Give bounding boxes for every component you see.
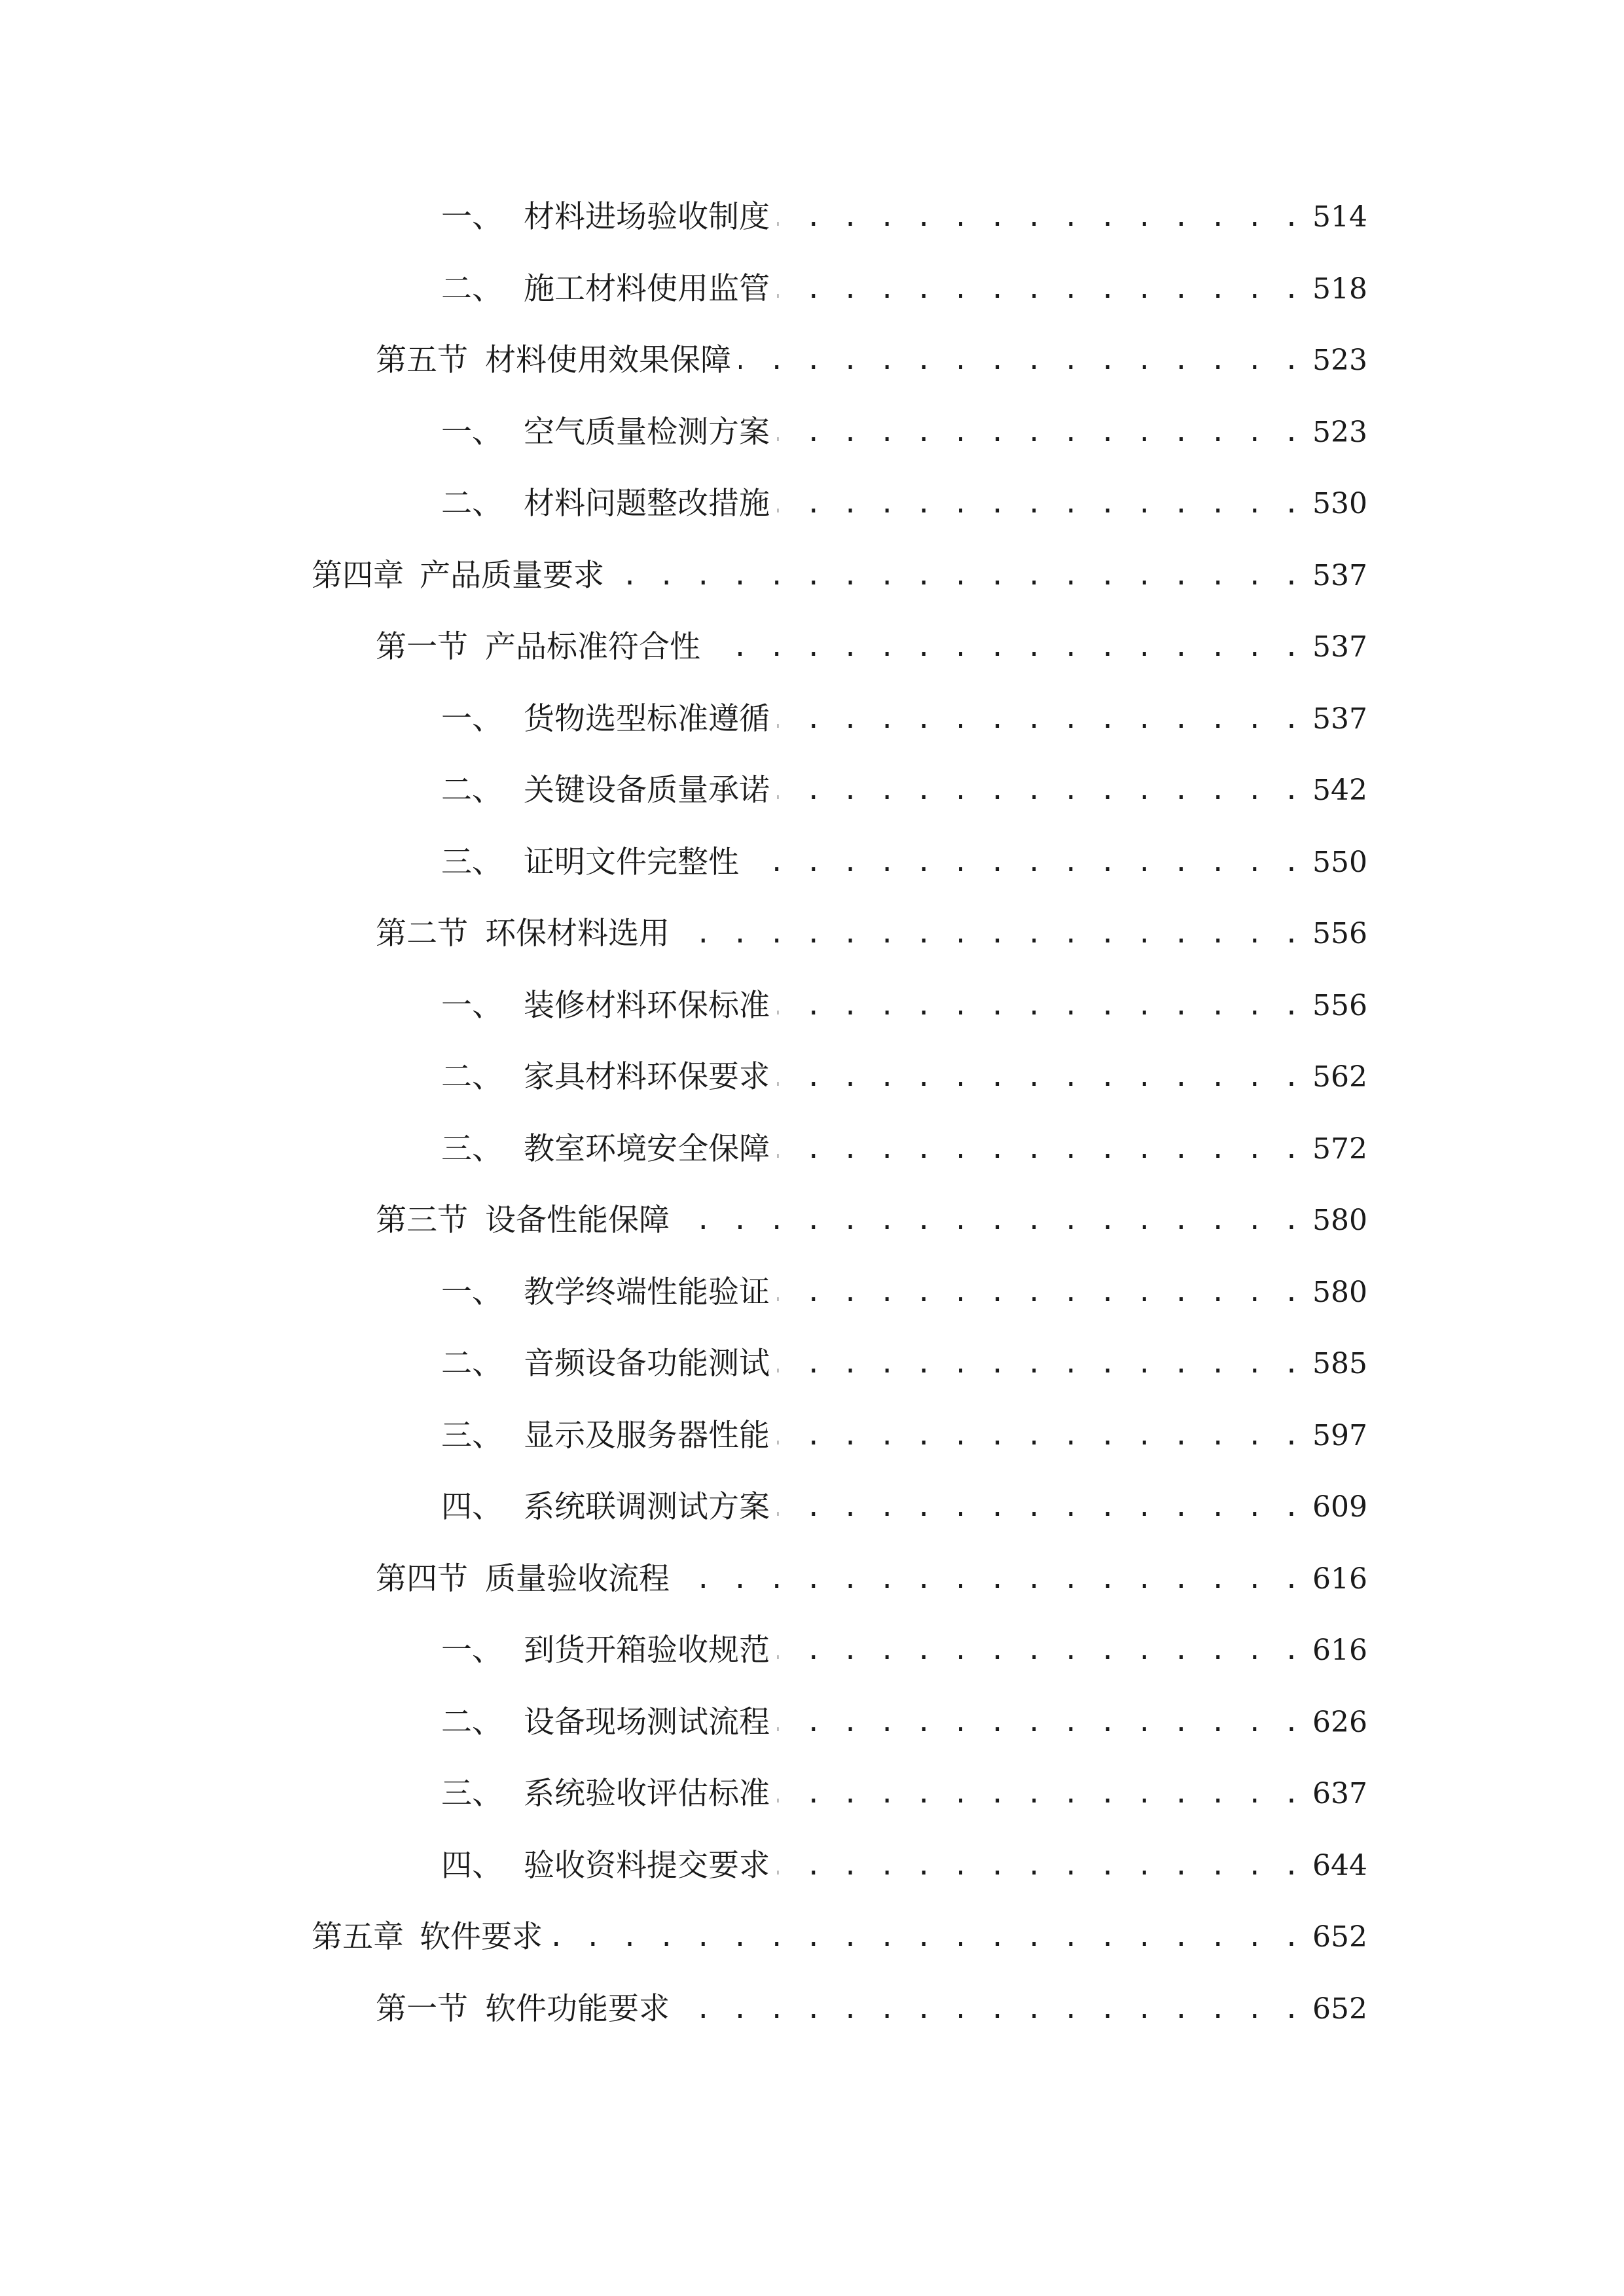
toc-entry[interactable] bbox=[441, 1768, 1367, 1820]
toc-entry[interactable] bbox=[441, 406, 1367, 459]
toc-entry[interactable] bbox=[441, 263, 1367, 315]
toc-entry-page: 644 bbox=[1312, 1849, 1367, 1882]
dot-leader bbox=[747, 836, 1302, 889]
dot-leader bbox=[778, 980, 1302, 1032]
toc-entry[interactable] bbox=[312, 550, 1367, 602]
toc-entry-page: 562 bbox=[1312, 1060, 1367, 1094]
toc-entry-title: 软件功能要求 bbox=[485, 1991, 670, 2027]
toc-entry[interactable] bbox=[441, 1481, 1367, 1534]
dot-leader bbox=[739, 334, 1302, 387]
toc-entry-title: 验收资料提交要求 bbox=[524, 1848, 770, 1884]
toc-entry-title: 关键设备质量承诺 bbox=[524, 772, 770, 808]
toc-entry[interactable] bbox=[441, 191, 1367, 243]
toc-entry-title: 教学终端性能验证 bbox=[524, 1274, 770, 1310]
toc-entry-title: 软件要求 bbox=[420, 1919, 543, 1955]
toc-entry-page: 518 bbox=[1312, 272, 1367, 306]
toc-entry-title: 材料进场验收制度 bbox=[524, 199, 770, 235]
dot-leader bbox=[677, 1983, 1302, 2036]
toc-entry-title: 到货开箱验收规范 bbox=[524, 1632, 770, 1668]
dot-leader bbox=[778, 1410, 1302, 1462]
toc-entry-title: 空气质量检测方案 bbox=[524, 414, 770, 450]
dot-leader bbox=[778, 1768, 1302, 1820]
toc-entry-number: 一、 bbox=[441, 1274, 503, 1310]
dot-leader bbox=[778, 1840, 1302, 1892]
dot-leader bbox=[778, 693, 1302, 745]
toc-entry-page: 530 bbox=[1312, 487, 1367, 520]
dot-leader bbox=[778, 1481, 1302, 1534]
toc-entry-page: 572 bbox=[1312, 1132, 1367, 1166]
toc-entry-title: 音频设备功能测试 bbox=[524, 1346, 770, 1382]
toc-entry[interactable] bbox=[441, 693, 1367, 745]
toc-entry-number: 三、 bbox=[441, 1131, 503, 1167]
toc-entry-number: 二、 bbox=[441, 772, 503, 808]
toc-entry-title: 教室环境安全保障 bbox=[524, 1131, 770, 1167]
toc-entry-page: 537 bbox=[1312, 559, 1367, 592]
toc-entry[interactable] bbox=[441, 1840, 1367, 1892]
toc-entry-number: 第四节 bbox=[376, 1561, 468, 1597]
toc-entry[interactable] bbox=[441, 1123, 1367, 1175]
toc-entry-number: 第四章 bbox=[312, 558, 404, 594]
toc-entry-title: 证明文件完整性 bbox=[524, 844, 739, 880]
toc-entry-page: 523 bbox=[1312, 344, 1367, 377]
toc-entry-page: 585 bbox=[1312, 1347, 1367, 1380]
dot-leader bbox=[550, 1911, 1302, 1964]
toc-entry[interactable] bbox=[376, 334, 1367, 387]
toc-entry-page: 637 bbox=[1312, 1777, 1367, 1810]
toc-entry-number: 四、 bbox=[441, 1489, 503, 1525]
toc-entry-number: 第三节 bbox=[376, 1202, 468, 1238]
toc-entry-page: 537 bbox=[1312, 702, 1367, 736]
toc-entry-page: 616 bbox=[1312, 1562, 1367, 1596]
toc-entry-number: 二、 bbox=[441, 1059, 503, 1095]
dot-leader bbox=[778, 478, 1302, 530]
toc-entry[interactable] bbox=[441, 1624, 1367, 1677]
toc-entry-title: 设备现场测试流程 bbox=[524, 1704, 770, 1740]
toc-entry-page: 626 bbox=[1312, 1706, 1367, 1739]
dot-leader bbox=[778, 406, 1302, 459]
toc-entry[interactable] bbox=[441, 836, 1367, 889]
toc-entry-title: 施工材料使用监管 bbox=[524, 271, 770, 307]
toc-entry-page: 550 bbox=[1312, 846, 1367, 879]
toc-entry[interactable] bbox=[441, 1338, 1367, 1390]
toc-entry-title: 家具材料环保要求 bbox=[524, 1059, 770, 1095]
toc-entry[interactable] bbox=[376, 621, 1367, 673]
toc-entry-page: 523 bbox=[1312, 416, 1367, 449]
toc-entry-number: 第一节 bbox=[376, 629, 468, 665]
dot-leader bbox=[612, 550, 1302, 602]
toc-entry[interactable] bbox=[441, 1051, 1367, 1103]
dot-leader bbox=[677, 1194, 1302, 1247]
toc-entry-title: 材料问题整改措施 bbox=[524, 486, 770, 522]
dot-leader bbox=[708, 621, 1302, 673]
toc-entry-number: 一、 bbox=[441, 199, 503, 235]
toc-entry-title: 装修材料环保标准 bbox=[524, 988, 770, 1024]
toc-entry[interactable] bbox=[441, 980, 1367, 1032]
dot-leader bbox=[778, 1624, 1302, 1677]
toc-entry-page: 652 bbox=[1312, 1920, 1367, 1954]
toc-entry-title: 环保材料选用 bbox=[485, 916, 670, 952]
toc-entry-number: 第五节 bbox=[376, 342, 468, 378]
toc-entry-page: 537 bbox=[1312, 630, 1367, 664]
toc-entry-number: 二、 bbox=[441, 1346, 503, 1382]
toc-entry-title: 设备性能保障 bbox=[485, 1202, 670, 1238]
toc-entry-number: 一、 bbox=[441, 414, 503, 450]
toc-entry-page: 652 bbox=[1312, 1992, 1367, 2026]
toc-entry-number: 二、 bbox=[441, 486, 503, 522]
toc-entry-page: 609 bbox=[1312, 1490, 1367, 1524]
dot-leader bbox=[778, 191, 1302, 243]
toc-entry[interactable] bbox=[312, 1911, 1367, 1964]
toc-entry-number: 第五章 bbox=[312, 1919, 404, 1955]
toc-entry-title: 产品标准符合性 bbox=[485, 629, 700, 665]
toc-entry[interactable] bbox=[376, 908, 1367, 960]
toc-entry-number: 一、 bbox=[441, 701, 503, 737]
toc-entry[interactable] bbox=[441, 478, 1367, 530]
dot-leader bbox=[677, 908, 1302, 960]
toc-entry-title: 货物选型标准遵循 bbox=[524, 701, 770, 737]
toc-entry-number: 第二节 bbox=[376, 916, 468, 952]
toc-entry[interactable] bbox=[376, 1553, 1367, 1605]
toc-entry-title: 质量验收流程 bbox=[485, 1561, 670, 1597]
toc-entry-page: 542 bbox=[1312, 774, 1367, 807]
toc-entry-page: 514 bbox=[1312, 200, 1367, 234]
toc-entry-number: 一、 bbox=[441, 988, 503, 1024]
dot-leader bbox=[677, 1553, 1302, 1605]
dot-leader bbox=[778, 1051, 1302, 1103]
toc-entry-number: 三、 bbox=[441, 1776, 503, 1812]
toc-entry[interactable] bbox=[441, 1266, 1367, 1319]
toc-entry[interactable] bbox=[376, 1983, 1367, 2036]
toc-entry-title: 系统联调测试方案 bbox=[524, 1489, 770, 1525]
toc-entry-number: 四、 bbox=[441, 1848, 503, 1884]
toc-entry-title: 材料使用效果保障 bbox=[485, 342, 731, 378]
toc-entry[interactable] bbox=[441, 1410, 1367, 1462]
toc-entry[interactable] bbox=[376, 1194, 1367, 1247]
toc-entry-number: 二、 bbox=[441, 271, 503, 307]
dot-leader bbox=[778, 1696, 1302, 1749]
dot-leader bbox=[778, 1123, 1302, 1175]
toc-entry-number: 三、 bbox=[441, 844, 503, 880]
toc-entry-number: 一、 bbox=[441, 1632, 503, 1668]
toc-entry[interactable] bbox=[441, 1696, 1367, 1749]
toc-entry-page: 580 bbox=[1312, 1276, 1367, 1309]
dot-leader bbox=[778, 263, 1302, 315]
toc-entry-page: 616 bbox=[1312, 1634, 1367, 1667]
toc-entry-title: 系统验收评估标准 bbox=[524, 1776, 770, 1812]
toc-entry-page: 556 bbox=[1312, 917, 1367, 950]
dot-leader bbox=[778, 1266, 1302, 1319]
toc-entry-number: 二、 bbox=[441, 1704, 503, 1740]
toc-entry-page: 580 bbox=[1312, 1204, 1367, 1237]
toc-entry-page: 597 bbox=[1312, 1419, 1367, 1452]
dot-leader bbox=[778, 1338, 1302, 1390]
toc-entry-page: 556 bbox=[1312, 989, 1367, 1022]
toc-entry-number: 第一节 bbox=[376, 1991, 468, 2027]
toc-entry[interactable] bbox=[441, 764, 1367, 817]
toc-entry-title: 显示及服务器性能 bbox=[524, 1418, 770, 1454]
toc-entry-title: 产品质量要求 bbox=[420, 558, 604, 594]
toc-entry-number: 三、 bbox=[441, 1418, 503, 1454]
dot-leader bbox=[778, 764, 1302, 817]
